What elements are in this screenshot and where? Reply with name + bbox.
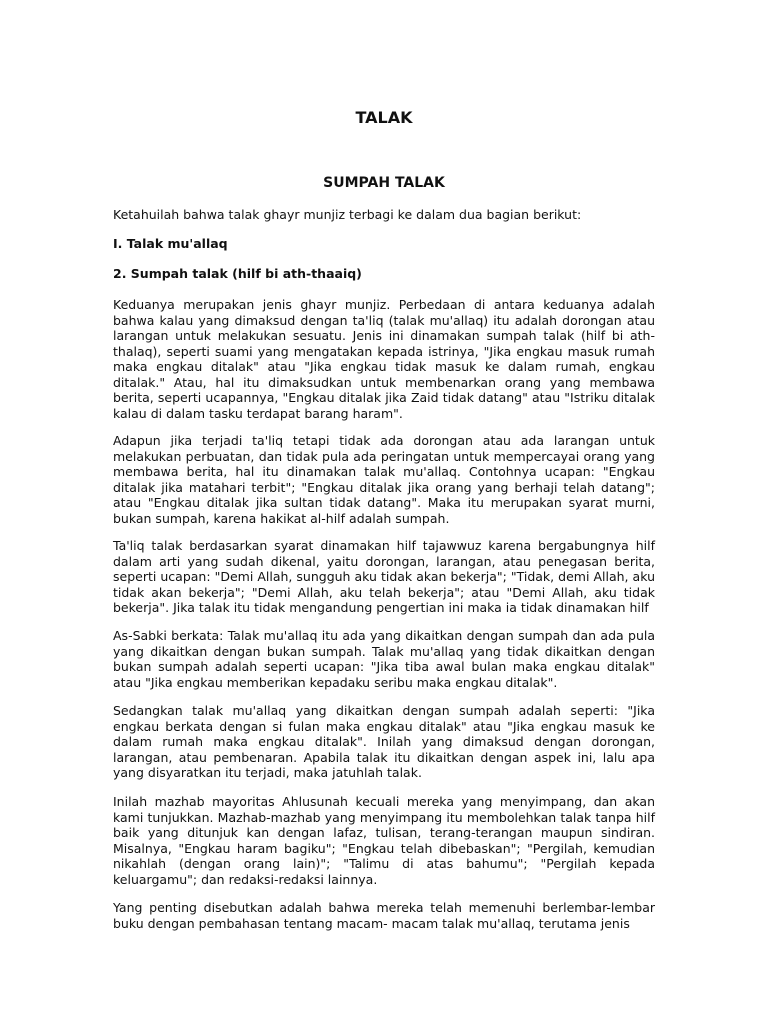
document-title: TALAK [355,108,413,127]
body-paragraph: Yang penting disebutkan adalah bahwa mereka telah memenuhi berlembar-lembar buku dengan pembahasan tentang macam- macam talak mu'allaq, terutama jenis [113,900,655,931]
body-paragraph: Keduanya merupakan jenis ghayr munjiz. Perbedaan di antara keduanya adalah bahwa kalau yang dimaksud dengan ta'liq (talak mu'allaq) itu adalah dorongan atau larangan untuk melakukan sesuatu. Jenis ini dinamakan sumpah talak (hilf bi ath-thalaq), seperti suami yang mengatakan kepada istrinya, "Jika engkau masuk rumah maka engkau ditalak" atau "Jika engkau tidak masuk ke dalam rumah, engkau ditalak." Atau, hal itu dimaksudkan untuk membenarkan orang yang membawa berita, seperti ucapannya, "Engkau ditalak jika Zaid tidak datang" atau "Istriku ditalak kalau di dalam tasku terdapat barang haram". [113,297,655,421]
body-paragraph: Inilah mazhab mayoritas Ahlusunah kecuali mereka yang menyimpang, dan akan kami tunjukkan. Mazhab-mazhab yang menyimpang itu membolehkan talak tanpa hilf baik yang ditunjuk kan dengan lafaz, tulisan, terang-terangan maupun sindiran. Misalnya, "Engkau haram bagiku"; "Engkau telah dibebaskan"; "Pergilah, kemudian nikahlah (dengan orang lain)"; "Talimu di atas bahumu"; "Pergilah kepada keluargamu"; dan redaksi-redaksi lainnya. [113,794,655,887]
section-heading-2: 2. Sumpah talak (hilf bi ath-thaaiq) [113,266,362,281]
intro-paragraph: Ketahuilah bahwa talak ghayr munjiz terbagi ke dalam dua bagian berikut: [113,207,582,222]
body-paragraph: As-Sabki berkata: Talak mu'allaq itu ada yang dikaitkan dengan sumpah dan ada pula yang dikaitkan dengan bukan sumpah. Talak mu'allaq yang tidak dikaitkan dengan bukan sumpah adalah seperti ucapan: "Jika tiba awal bulan maka engkau ditalak" atau "Jika engkau memberikan kepadaku seribu maka engkau ditalak". [113,628,655,690]
document-subtitle: SUMPAH TALAK [323,175,445,191]
body-paragraph: Ta'liq talak berdasarkan syarat dinamakan hilf tajawwuz karena bergabungnya hilf dalam arti yang sudah dikenal, yaitu dorongan, larangan, atau penegasan berita, seperti ucapan: "Demi Allah, sungguh aku tidak akan bekerja"; "Tidak, demi Allah, aku tidak akan bekerja"; "Demi Allah, aku telah bekerja"; atau "Demi Allah, aku tidak bekerja". Jika talak itu tidak mengandung pengertian ini maka ia tidak dinamakan hilf [113,538,655,615]
body-paragraph: Sedangkan talak mu'allaq yang dikaitkan dengan sumpah adalah seperti: "Jika engkau berkata dengan si fulan maka engkau ditalak" atau "Jika engkau masuk ke dalam rumah maka engkau ditalak". Inilah yang dimaksud dengan dorongan, larangan, atau pembenaran. Apabila talak itu dikaitkan dengan aspek ini, lalu apa yang disyaratkan itu terjadi, maka jatuhlah talak. [113,703,655,780]
body-paragraph: Adapun jika terjadi ta'liq tetapi tidak ada dorongan atau ada larangan untuk melakukan perbuatan, dan tidak pula ada peringatan untuk mempercayai orang yang membawa berita, hal itu dinamakan talak mu'allaq. Contohnya ucapan: "Engkau ditalak jika matahari terbit"; "Engkau ditalak jika orang yang berhaji telah datang"; atau "Engkau ditalak jika sultan tidak datang". Maka itu merupakan syarat murni, bukan sumpah, karena hakikat al-hilf adalah sumpah. [113,433,655,526]
section-heading-1: I. Talak mu'allaq [113,236,228,251]
